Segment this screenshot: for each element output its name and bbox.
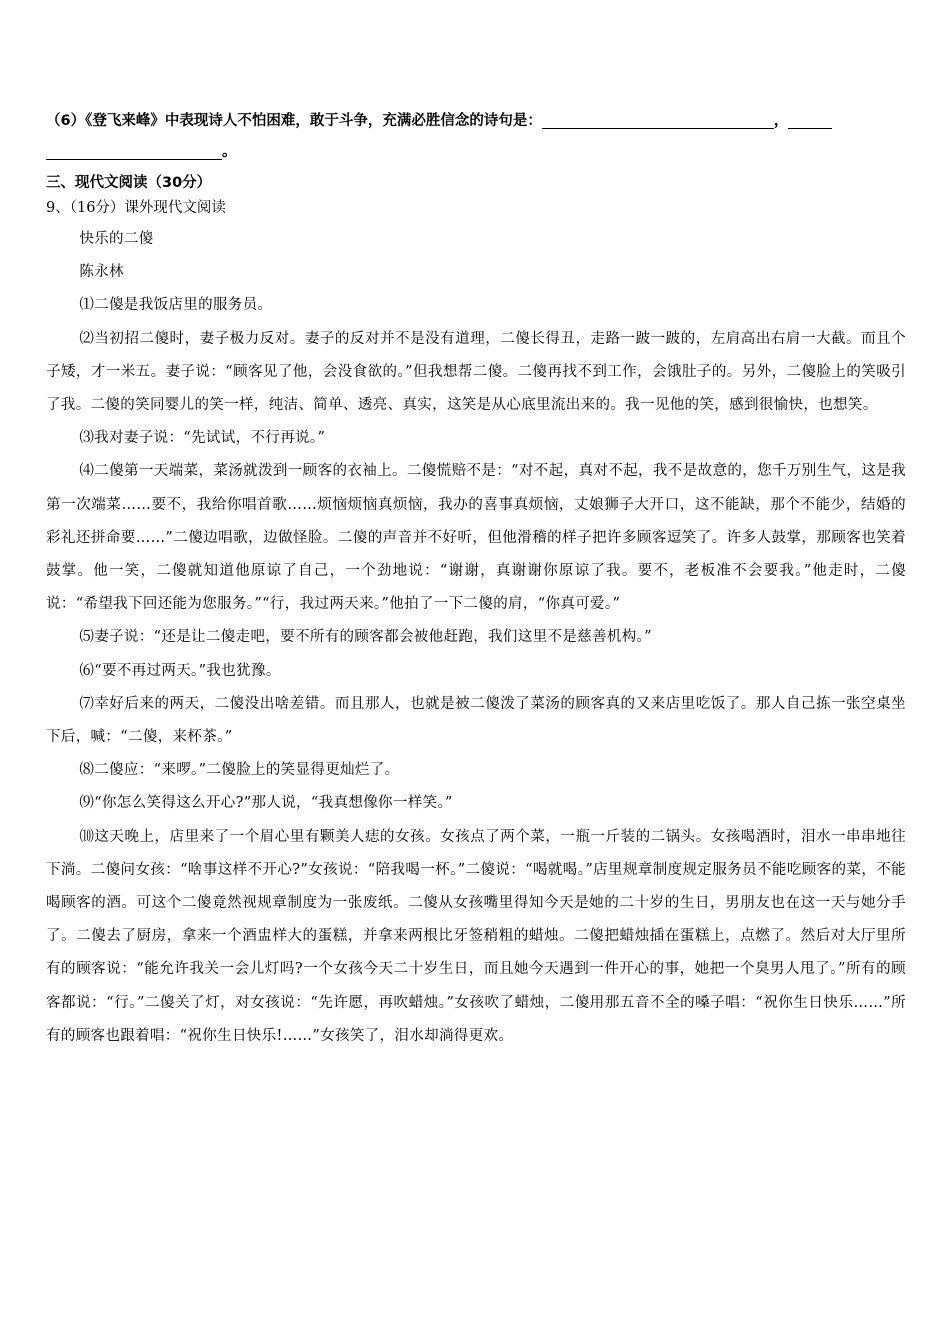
answer-blank-2-start[interactable]	[788, 110, 832, 129]
question-9-label: 9、（16分）课外现代文阅读	[46, 200, 226, 216]
article	[46, 223, 906, 1053]
article-paragraph-10: ⑽这天晚上，店里来了一个眉心里有颗美人痣的女孩。女孩点了两个菜，一瓶一斤装的二锅头。女孩喝酒时，泪水一串串地往下淌。二傻问女孩：“啥事这样不开心?”女孩说：“陪我喝一杯。”二傻说：“喝就喝。”店里规章制度规定服务员不能吃顾客的菜，不能喝顾客的酒。可这个二傻竟然视规章制度为一张废纸。二傻从女孩嘴里得知今天是她的二十岁的生日，男朋友也在这一天与她分手了。二傻去了厨房，拿来一个酒盅样大的蛋糕，并拿来两根比牙签稍粗的蜡烛。二傻把蜡烛插在蛋糕上，点燃了。然后对大厅里所有的顾客说：“能允许我关一会儿灯吗?一个女孩今天二十岁生日，而且她今天遇到一件开心的事，她把一个臭男人甩了。”所有的顾客都说：“行。”二傻关了灯，对女孩说：“先许愿，再吹蜡烛。”女孩吹了蜡烛，二傻用那五音不全的嗓子唱：“祝你生日快乐……”所有的顾客也跟着唱：“祝你生日快乐!……”女孩笑了，泪水却淌得更欢。	[46, 828, 906, 1044]
question-6-line-2	[46, 140, 237, 164]
article-paragraph-2: ⑵当初招二傻时，妻子极力反对。妻子的反对并不是没有道理，二傻长得丑，走路一跛一跛的，左肩高出右肩一大截。而且个子矮，才一米五。妻子说：“顾客见了他，会没食欲的。”但我想帮二傻。二傻再找不到工作，会饿肚子的。另外，二傻脸上的笑吸引了我。二傻的笑同婴儿的笑一样，纯洁、简单、透亮、真实，这笑是从心底里流出来的。我一见他的笑，感到很愉快，也想笑。	[46, 330, 906, 414]
question-6-line-1	[46, 104, 908, 138]
section-heading: 三、现代文阅读（30分）	[46, 175, 212, 191]
question-6-end: 。	[222, 144, 237, 160]
answer-blank-1[interactable]	[542, 110, 774, 129]
question-6-text: （6）《登飞来峰》中表现诗人不怕困难，敢于斗争，充满必胜信念的诗句是：	[46, 113, 542, 129]
article-paragraph-4: ⑷二傻第一天端菜，菜汤就泼到一顾客的衣袖上。二傻慌赔不是：“对不起，真对不起，我不是故意的，您千万别生气，这是我第一次端菜……要不，我给你唱首歌……烦恼烦恼真烦恼，我办的喜事真烦恼，丈娘狮子大开口，这不能缺，那个不能少，结婚的彩礼还拼命要……”二傻边唱歌，边做怪脸。二傻的声音并不好听，但他滑稽的样子把许多顾客逗笑了。许多人鼓掌，那顾客也笑着鼓掌。他一笑，二傻就知道他原谅了自己，一个劲地说：“谢谢，真谢谢你原谅了我。要不，老板准不会要我。”他走时，二傻说：“希望我下回还能为您服务。”“行，我过两天来。”他拍了一下二傻的肩，“你真可爱。”	[46, 463, 906, 613]
article-paragraph-6: ⑹“要不再过两天。”我也犹豫。	[79, 662, 281, 679]
article-paragraph-7: ⑺幸好后来的两天，二傻没出啥差错。而且那人，也就是被二傻泼了菜汤的顾客真的又来店里吃饭了。那人自己拣一张空桌坐下后，喊：“二傻，来杯茶。”	[46, 695, 906, 746]
article-paragraph-9: ⑼“你怎么笑得这么开心?”那人说，“我真想像你一样笑。”	[79, 795, 453, 812]
article-title: 快乐的二傻	[79, 231, 154, 247]
article-paragraph-5: ⑸妻子说：“还是让二傻走吧，要不所有的顾客都会被他赶跑，我们这里不是慈善机构。”	[79, 629, 652, 646]
answer-blank-2-end[interactable]	[46, 141, 222, 160]
article-paragraph-8: ⑻二傻应：“来啰。”二傻脸上的笑显得更灿烂了。	[79, 762, 400, 779]
article-paragraph-1: ⑴二傻是我饭店里的服务员。	[79, 297, 273, 314]
article-paragraph-3: ⑶我对妻子说：“先试试，不行再说。”	[79, 430, 326, 447]
question-6-separator: ，	[773, 113, 789, 129]
article-author: 陈永林	[79, 264, 124, 281]
